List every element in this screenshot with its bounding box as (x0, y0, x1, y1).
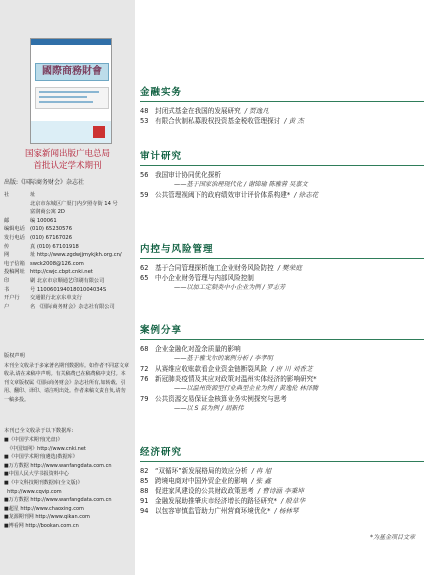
section-title: 审计研究 (140, 148, 424, 166)
toc-entry[interactable] (140, 476, 424, 486)
cover-seal (93, 126, 105, 138)
page-number: 62 (140, 264, 149, 272)
toc-entry[interactable] (140, 394, 424, 404)
toc-entry[interactable] (140, 170, 424, 180)
info-value: (010) 67167026 (30, 234, 73, 241)
article-title: 中小企业财务管理与内部风险控制 (155, 274, 254, 282)
database-item: ■龙源期刊网 http://www.qikan.com (4, 514, 90, 521)
toc-section (140, 444, 424, 516)
database-item: ■中国人民大学书报资料中心 (4, 471, 69, 478)
info-row (4, 243, 132, 252)
database-item: ■《中国学术期刊(光盘)》 (4, 437, 63, 443)
info-key: 书 (4, 286, 10, 293)
contact-info (4, 191, 132, 311)
page-number: 59 (140, 191, 149, 199)
table-of-contents (140, 0, 427, 575)
info-value: 真 (010) 67101918 (30, 243, 79, 250)
info-value: 富润商公寓 2D (30, 209, 65, 216)
info-key (4, 200, 30, 209)
info-value: swck2008@126.com (30, 260, 84, 267)
database-title: 本刊已全文收录于以下数据库: (4, 428, 74, 434)
info-row (4, 268, 132, 277)
info-key: 编辑电话 (4, 226, 25, 233)
info-value: 址 http://www.zgdwjjmykjkh.org.cn/ (30, 252, 122, 259)
article-author: / 殷草华 (280, 497, 306, 505)
database-item: ■博看网 http://bookan.com.cn (4, 522, 79, 529)
section-title: 经济研究 (140, 444, 424, 462)
article-author: / 杨林琴 (274, 507, 299, 515)
database-item: ■超星 http://www.chaoxing.com (4, 505, 84, 512)
article-author: / 黄 杰 (284, 117, 304, 125)
info-key: 开户行 (4, 295, 20, 302)
toc-section (140, 322, 424, 414)
toc-entry[interactable] (140, 263, 424, 273)
toc-subtitle: ——基于雅戈尔的案例分析 / 李孝明 (174, 355, 273, 362)
toc-subtitle: ——基于国家治理现代化 / 谢锦瑜 陈雅蓉 吴嘉文 (174, 181, 308, 188)
toc-entry[interactable] (140, 344, 424, 354)
left-sidebar (0, 0, 135, 575)
database-item: ■《中文科技期刊数据库(全文版)》 (4, 479, 83, 486)
toc-entry[interactable] (140, 466, 424, 476)
copyright-title: 版权声明 (4, 353, 25, 359)
article-author: / 唐 川 刘香芝 (271, 365, 313, 373)
toc-subtitle: ——以加工定制类中小企业为例 / 罗志芳 (174, 284, 286, 291)
info-value: 北京市东城区广渠门内夕照寺街 14 号 (30, 200, 118, 207)
page-number: 48 (140, 107, 149, 115)
toc-entry[interactable] (140, 374, 424, 384)
article-title: 促进家风建设的公共财政政策思考 (155, 487, 254, 495)
info-row (4, 208, 132, 217)
database-list (4, 436, 132, 531)
article-title: 公共资源交易保证金核算业务实例探究与思考 (155, 395, 287, 403)
info-row (4, 277, 132, 286)
info-row (4, 251, 132, 260)
page-number: 76 (140, 375, 149, 383)
toc-section (140, 241, 424, 293)
cover-title: 國際商務財會 (35, 63, 109, 81)
info-key: 投稿网址 (4, 269, 25, 276)
info-row (4, 191, 132, 200)
database-item: ■万方数据 http://www.wanfangdata.com.cn (4, 497, 112, 504)
page-number: 88 (140, 487, 149, 495)
toc-entry[interactable] (140, 116, 424, 126)
info-key: 社 (4, 192, 10, 198)
toc-entry[interactable] (140, 506, 424, 516)
database-item: ■万方数据 http://www.wanfangdata.com.cn (4, 462, 112, 469)
section-title: 金融实务 (140, 84, 424, 102)
info-key (4, 208, 30, 217)
article-title: 从赛维应收账款看企业资金链断裂风险 (155, 365, 268, 373)
article-title: 新冠肺炎疫情及其应对政策对温州实体经济的影响研究* (155, 375, 317, 383)
toc-subtitle: ——以 S 县为例 / 胡新伟 (174, 405, 244, 412)
article-title: 金融发展助推肇庆市经济增长的路径研究* (155, 497, 277, 505)
info-value: 交通银行北京东单支行 (30, 295, 82, 302)
page-number: 79 (140, 395, 149, 403)
info-key: 发行电话 (4, 234, 25, 241)
info-row (4, 234, 132, 243)
page-number: 85 (140, 477, 149, 485)
info-value: http://cwjc.cbpt.cnki.net (30, 269, 93, 276)
article-title: “双循环”新发展格局的效应分析 (155, 467, 248, 475)
article-author: / 樊荣庭 (277, 264, 302, 272)
article-author: / 曹诗涵 李秉坤 (257, 487, 304, 495)
article-title: 封闭式基金在我国的发展研究 (155, 107, 241, 115)
page-number: 82 (140, 467, 149, 475)
database-item: 《中国知网》http://www.cnki.net (4, 445, 86, 452)
info-key: 电子信箱 (4, 260, 25, 267)
copyright-notice: 本刊全文收录于多家著名期刊数据库。如作者不同意文章收录,请在来稿中声明。有关稿费已在稿费稿中支付。本刊文章版权属《国际商务财会》杂志社所有,如转载、引用、翻印、译印、请注明出处。作者来稿文责自负,请勿一稿多投。 (4, 363, 130, 403)
info-key: 印 (4, 277, 10, 284)
article-title: 公共管理视阈下的政府绩效审计评价体系构建* (155, 191, 291, 199)
toc-section (140, 148, 424, 200)
info-row (4, 217, 132, 226)
toc-entry[interactable] (140, 106, 424, 116)
footnote: *为基金项目文章 (369, 534, 415, 541)
article-title: 有限合伙制私募股权投资基金税收管理探讨 (155, 117, 281, 125)
article-title: 企业金融化对盈余质量的影响 (155, 345, 241, 353)
info-key: 网 (4, 252, 10, 259)
section-title: 内控与风险管理 (140, 241, 424, 259)
database-item: http://www.cqvip.com (4, 488, 62, 495)
info-row (4, 303, 132, 312)
info-value: (010) 65230576 (30, 226, 73, 233)
article-title: 我国审计协同优化探析 (155, 171, 221, 179)
toc-entry[interactable] (140, 273, 424, 283)
info-row (4, 200, 132, 209)
info-value: 刷 北京市京顺通艺印刷有限公司 (30, 277, 105, 284)
article-title: 基于合同管理探析施工企业财务风险防控 (155, 264, 274, 272)
info-row (4, 260, 132, 269)
info-value: 址 (30, 192, 36, 198)
toc-entry[interactable] (140, 364, 424, 374)
article-author: / 张 鑫 (251, 477, 271, 485)
page-number: 65 (140, 274, 149, 282)
toc-entry[interactable] (140, 486, 424, 496)
page-number: 68 (140, 345, 149, 353)
toc-entry[interactable] (140, 496, 424, 506)
page-number: 91 (140, 497, 149, 505)
database-item: ■《中国学术期刊(遴选)数据库》 (4, 454, 78, 461)
section-title: 案例分享 (140, 322, 424, 340)
info-row (4, 225, 132, 234)
info-value: 号 11006019401801004034S (30, 286, 107, 293)
certification-text: 国家新闻出版广电总局 首批认定学术期刊 (24, 149, 110, 171)
toc-section (140, 84, 424, 126)
publisher-line: 出版:《国际商务财会》杂志社 (4, 179, 85, 186)
info-value: 名 《国际商务财会》杂志社有限公司 (30, 303, 115, 310)
article-author: / 徐志花 (294, 191, 319, 199)
journal-cover-image (30, 38, 112, 144)
article-author: / 冉 旭 (251, 467, 272, 475)
page-number: 94 (140, 507, 149, 515)
info-row (4, 294, 132, 303)
info-key: 邮 (4, 217, 10, 224)
article-title: 跨境电商对中国外贸企业的影响 (155, 477, 248, 485)
info-key: 传 (4, 243, 10, 250)
info-value: 编 100061 (30, 217, 57, 224)
info-row (4, 286, 132, 295)
article-author: / 贾逸凡 (244, 107, 269, 115)
info-key: 户 (4, 303, 10, 310)
page-number: 72 (140, 365, 149, 373)
toc-entry[interactable] (140, 190, 424, 200)
page-number: 53 (140, 117, 149, 125)
article-title: 以包容审慎监管助力广州营商环境优化* (155, 507, 271, 515)
toc-subtitle: ——以温州资源型行业典型企业为例 / 黄逸伦 林泽腾 (174, 385, 319, 392)
page-number: 56 (140, 171, 149, 179)
